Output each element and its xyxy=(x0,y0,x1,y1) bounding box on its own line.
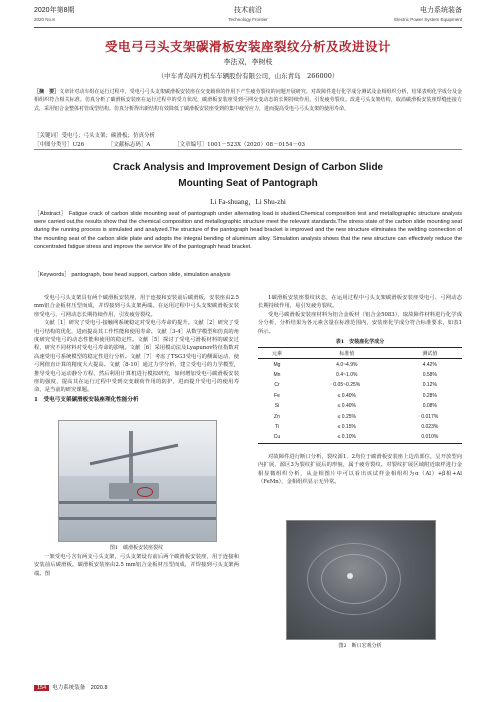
authors-cn: 李法双，李树枝 xyxy=(223,58,273,66)
table-cell: ≤ 0.40% xyxy=(337,403,356,410)
table-cell: 0.010% xyxy=(398,432,462,443)
abstract-en xyxy=(34,210,462,251)
page-number: 154 xyxy=(34,685,49,691)
classification-divider xyxy=(34,149,462,150)
table-row xyxy=(258,380,462,390)
table-row xyxy=(258,432,462,443)
table-cell: ≤ 0.25% xyxy=(337,413,356,420)
table-cell: 0.017% xyxy=(421,413,439,420)
affiliation-cn: （中车青岛四方机车车辆股份有限公司，山东青岛 266000） xyxy=(157,72,339,80)
table-cell: 0.05~0.25% xyxy=(333,382,361,389)
figure-1-crack-photo xyxy=(58,420,217,542)
table-row xyxy=(258,422,462,432)
crack-marker-icon xyxy=(137,487,153,497)
classification-cn xyxy=(34,140,462,148)
figure-1-caption: 图1 碳滑板安装座裂纹 xyxy=(109,545,164,551)
body-left-column xyxy=(34,294,239,405)
table-cell: Zn xyxy=(274,413,280,420)
section-heading: 1 受电弓支架碳滑板安装座理化性能分析 xyxy=(34,396,139,403)
journal-cn: 电力系统装备 xyxy=(420,7,462,14)
body-paragraph: 受电弓弓头支架具有两个碳滑板安装座，用于连接和安装前后碳滑板，安装座由2.5 mm铝合金板材压型而成，并焊接到弓头支架两端。在运用过程中弓头支架碳滑板安装座受电弓、弓网动态长期持续作用，引发疲劳裂纹。 xyxy=(34,295,239,318)
table-row xyxy=(258,370,462,380)
rail-line xyxy=(59,517,216,520)
table-cell: 4.0~4.9% xyxy=(336,361,358,368)
body-left-column-lower xyxy=(34,553,239,578)
doc-code-cn: ［文献标志码］A xyxy=(107,142,151,148)
title-en-line1: Crack Analysis and Improvement Design of Carbon Slide xyxy=(112,162,384,173)
journal-label xyxy=(394,6,462,24)
table-header-cell: 元素 xyxy=(258,348,296,359)
table-cell: Cu xyxy=(258,432,296,443)
table-row xyxy=(258,359,462,370)
table-row xyxy=(258,391,462,401)
body-paragraph: 对故障件进行断口分析，裂纹源1、2均位于碳滑板安装座上边沿部位，呈开放型向内扩展，源区3为裂纹扩展后的形貌，属于疲劳裂纹。对裂纹扩展区域附近取样进行金相显微组织分析，从金相图片中可以看出该试样金相组织为α（Al）+β相+Al（FeMn），金相组织显示无异常。 xyxy=(258,454,462,486)
abstract-en-label: ［Abstract］ xyxy=(34,211,67,217)
clc-cn: ［中图分类号］U26 xyxy=(34,142,85,148)
keywords-en-label: ［Keywords］ xyxy=(34,272,70,278)
chemical-composition-table xyxy=(258,347,462,444)
body-paragraph: 受电弓碳滑板安装座材料为铝合金板材（铝合金5083），取故障件材料进行化学成分分析，分析结果为各元素含量在标准范围内，安装座化学成分符合标准要求，如表1所示。 xyxy=(258,311,462,335)
issue-en: 2020 No.8 xyxy=(34,17,55,22)
table-header-cell: 测试值 xyxy=(398,348,462,359)
table-cell: 0.58% xyxy=(422,371,437,378)
table-cell: 0.4~1.0% xyxy=(336,371,358,378)
issue-cn: 2020年第8期 xyxy=(34,7,75,14)
table-cell: Fe xyxy=(274,392,280,399)
body-right-column-lower xyxy=(258,453,462,487)
header-divider xyxy=(34,27,462,28)
keywords-en-text: pantograph, bow head support, carbon slide, simulation analysis xyxy=(71,272,231,278)
running-header xyxy=(34,6,462,28)
table-cell: Mn xyxy=(273,371,281,378)
table-cell: 0.08% xyxy=(422,403,437,410)
table-cell: Ti xyxy=(274,423,279,430)
table-cell: ≤ 0.40% xyxy=(337,392,356,399)
abstract-cn xyxy=(34,88,462,113)
authors-en: Li Fa-shuang，Li Shu-zhi xyxy=(210,198,286,206)
column-en: Technology Frontier xyxy=(228,17,268,22)
crack-origin-icon xyxy=(347,573,353,579)
abstract-cn-text: 文章针对动车组在运行过程中，受电弓弓头支架碳滑板安装座在交变载荷的作用下产生疲劳裂纹的问题开展研究。对故障件进行化学成分测试及金相组织分析，结果表明化学成分及金相组织符合相关标准。仿真分析了碳滑板安装座在运行过程中的受力状况，碳滑板安装座受到弓网交变动态的长期持续作用，引发疲劳裂纹。改进弓头支架结构，取消碳滑板安装座焊缝连接方式，采用铝合金整体衬管成型结构。仿真分析得出新结构有效降低了碳滑板安装座受到的集中疲劳应力，进而提高受电弓弓头支架的使用寿命。 xyxy=(34,89,462,112)
journal-en: Electric Power System Equipment xyxy=(394,17,462,22)
keywords-cn: ［关键词］受电弓；弓头支架；碳滑板；仿真分析 xyxy=(34,133,156,139)
title-cn: 受电弓弓头支架碳滑板安装座裂纹分析及改进设计 xyxy=(104,39,391,54)
figure-2-fracture-photo xyxy=(286,520,436,640)
table-row xyxy=(258,411,462,421)
table-cell: 0.023% xyxy=(421,423,439,430)
title-en xyxy=(0,160,496,192)
table-cell: Mg xyxy=(273,361,281,368)
body-paragraph: 文献［1］研究了受电弓-接触网系统稳定对受电弓寿命的提升。文献［2］研究了受电弓结构的优化，进而提高其工作性能和使用寿命。文献［3-4］从数学模型和仿真的角度研究受电弓的动态性能和使用的稳定性。文献［5］探讨了受电弓滑板材料的碳安过程，研究不同材料对受电弓寿命的影响。文献［6］采用模动法及Lyapunov特征指数对高速受电弓系统模型的稳定性进行分析。文献［7］考虑了TSG3受电弓的侧面运动，使弓网值直计算的精度大大提高。文献［8-10］通过力学分析，建立受电弓的力学模型，推导受电弓运动静分方程，然后利用计算机进行模拟研究，如何增加受电弓碳滑板安装座的强度，提高其在运行过程中受到交变载荷作用的防护，进而提升受电弓的使用寿命，是当前的研究课题。 xyxy=(34,320,239,394)
page-footer xyxy=(34,683,108,691)
body-paragraph: 1碳滑板安装座裂纹状态，在运用过程中弓头支架碳滑板安装座受电弓、弓网动态长期持续作用，易引发疲劳裂纹。 xyxy=(258,295,462,310)
footer-journal: 电力系统装备 2020.8 xyxy=(52,685,108,691)
abstract-cn-label: ［摘 要］ xyxy=(34,89,60,95)
title-en-line2: Mounting Seat of Pantograph xyxy=(178,178,318,189)
beach-mark xyxy=(321,554,387,604)
table-cell: Cr xyxy=(274,382,280,389)
column-cn: 技术前沿 xyxy=(234,7,262,14)
keywords-en xyxy=(34,270,462,278)
table-cell: 0.28% xyxy=(422,392,437,399)
table-row xyxy=(258,401,462,411)
table-cell: ≤ 0.10% xyxy=(296,432,398,443)
rail-line xyxy=(59,501,216,504)
table-1-caption: 表1 安装座化学成分 xyxy=(335,339,385,345)
body-right-column xyxy=(258,294,462,336)
table-cell: Si xyxy=(274,403,280,410)
table-cell: 0.12% xyxy=(422,382,437,389)
abstract-en-text: Fatigue crack of carbon slide mounting seat of pantograph under alternating load is studied.Chemical composition test and metallographic structure analysis were carried out,the results show that the chemical composition and metallographic structure meet the relevant standards.The stress state of the carbon slide mounting seat during the running process is simulated and analyzed.The structure of the pantograph head bracket is improved and the new structure eliminates the welding connection of the mounting seat of the carbon slide plate and adopts the integral bending of aluminum alloy. Simulation analysis shows that the new structure can effectively reduce the concentrated fatigue stress and improve the service life of the pantograph head bracket. xyxy=(34,211,462,250)
article-no-cn: ［文章编号］1001－523X（2020）08－0154－03 xyxy=(174,142,306,148)
table-header-cell: 标准值 xyxy=(296,348,398,359)
photo-background xyxy=(59,421,216,476)
table-header-row xyxy=(258,348,462,359)
table-cell: ≤ 0.15% xyxy=(337,423,356,430)
table-cell: 4.42% xyxy=(422,361,437,368)
body-paragraph: 一架受电弓含有两支弓头支架，弓头支架设有前后两个碳滑板安装座，用于连接和安装前后碳滑板。碳滑板安装座由2.5 mm铝合金板材压型而成，并焊接到弓头支架两端。图 xyxy=(34,554,239,577)
figure-2-caption: 图2 断口宏观分析 xyxy=(338,643,382,649)
